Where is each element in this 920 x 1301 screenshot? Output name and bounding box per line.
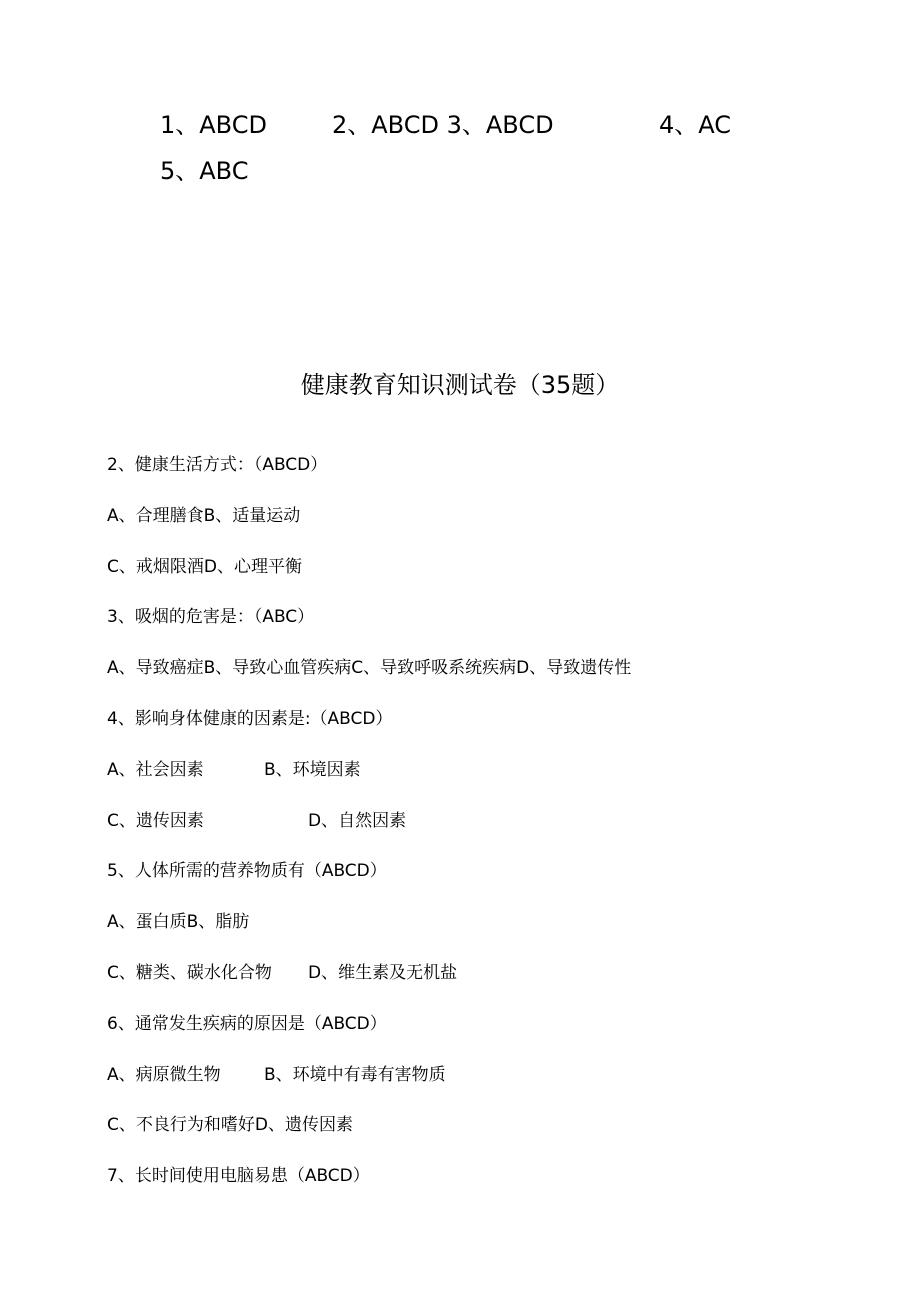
line-text: A、合理膳食B、适量运动 xyxy=(107,506,301,526)
line-text: 2、健康生活方式：（ABCD） xyxy=(107,455,328,475)
option-c: C、糖类、碳水化合物 xyxy=(107,963,272,983)
line-text: 4、影响身体健康的因素是:（ABCD） xyxy=(107,709,393,729)
option-b: B、环境因素 xyxy=(264,760,361,780)
option-d: D、自然因素 xyxy=(308,811,407,831)
line-text: A、蛋白质B、脂肪 xyxy=(107,912,250,932)
line-text: C、戒烟限酒D、心理平衡 xyxy=(107,557,302,577)
answer-1: 1、ABCD xyxy=(160,111,267,139)
line-text: 6、通常发生疾病的原因是（ABCD） xyxy=(107,1014,387,1034)
answer-4: 4、AC xyxy=(659,111,732,139)
line-text: 3、吸烟的危害是：（ABC） xyxy=(107,607,315,627)
option-d: D、维生素及无机盐 xyxy=(308,963,458,983)
answer-2-3: 2、ABCD 3、ABCD xyxy=(332,111,554,139)
line-text: 5、人体所需的营养物质有（ABCD） xyxy=(107,861,387,881)
option-b: B、环境中有毒有害物质 xyxy=(264,1065,446,1085)
option-a: A、病原微生物 xyxy=(107,1065,221,1085)
option-c: C、遗传因素 xyxy=(107,811,204,831)
line-text: 7、长时间使用电脑易患（ABCD） xyxy=(107,1166,370,1186)
option-a: A、社会因素 xyxy=(107,760,204,780)
line-text: A、导致癌症B、导致心血管疾病C、导致呼吸系统疾病D、导致遗传性 xyxy=(107,658,632,678)
line-text: C、不良行为和嗜好D、遗传因素 xyxy=(107,1115,353,1135)
page-title: 健康教育知识测试卷（35题） xyxy=(300,371,620,399)
answer-5: 5、ABC xyxy=(160,157,249,185)
